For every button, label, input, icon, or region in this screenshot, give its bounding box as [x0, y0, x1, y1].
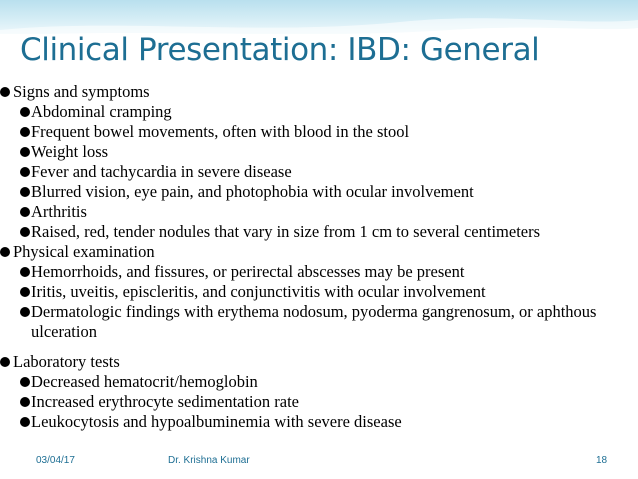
bullet-icon: [20, 397, 30, 407]
bullet-icon: [20, 127, 30, 137]
bullet-icon: [20, 227, 30, 237]
bullet-icon: [20, 207, 30, 217]
bullet-icon: [20, 167, 30, 177]
footer-author: Dr. Krishna Kumar: [168, 455, 250, 466]
list-item: Blurred vision, eye pain, and photophobia with ocular involvement: [0, 182, 636, 202]
slide-title: Clinical Presentation: IBD: General: [20, 32, 540, 68]
bullet-icon: [20, 417, 30, 427]
list-item: Leukocytosis and hypoalbuminemia with severe disease: [0, 412, 636, 432]
footer-page-number: 18: [596, 455, 608, 466]
slide-body: [0, 82, 636, 432]
list-item: Weight loss: [0, 142, 636, 162]
bullet-icon: [20, 287, 30, 297]
bullet-icon: [20, 377, 30, 387]
list-item: Hemorrhoids, and fissures, or perirectal abscesses may be present: [0, 262, 636, 282]
bullet-icon: [0, 87, 10, 97]
bullet-icon: [20, 307, 30, 317]
list-item: Arthritis: [0, 202, 636, 222]
bullet-icon: [0, 247, 10, 257]
list-item: Raised, red, tender nodules that vary in size from 1 cm to several centimeters: [0, 222, 636, 242]
list-item: Iritis, uveitis, episcleritis, and conjunctivitis with ocular involvement: [0, 282, 636, 302]
footer-date: 03/04/17: [36, 455, 75, 466]
section-heading-physical-exam: Physical examination: [0, 242, 636, 262]
list-item: Fever and tachycardia in severe disease: [0, 162, 636, 182]
bullet-icon: [20, 267, 30, 277]
bullet-icon: [20, 107, 30, 117]
list-item: Abdominal cramping: [0, 102, 636, 122]
list-item: Decreased hematocrit/hemoglobin: [0, 372, 636, 392]
list-item: Increased erythrocyte sedimentation rate: [0, 392, 636, 412]
section-spacer: [0, 342, 636, 352]
bullet-icon: [20, 147, 30, 157]
bullet-icon: [0, 357, 10, 367]
list-item: Dermatologic findings with erythema nodosum, pyoderma gangrenosum, or aphthous ulceration: [0, 302, 636, 342]
list-item: Frequent bowel movements, often with blood in the stool: [0, 122, 636, 142]
section-heading-signs-symptoms: Signs and symptoms: [0, 82, 636, 102]
bullet-icon: [20, 187, 30, 197]
section-heading-lab-tests: Laboratory tests: [0, 352, 636, 372]
